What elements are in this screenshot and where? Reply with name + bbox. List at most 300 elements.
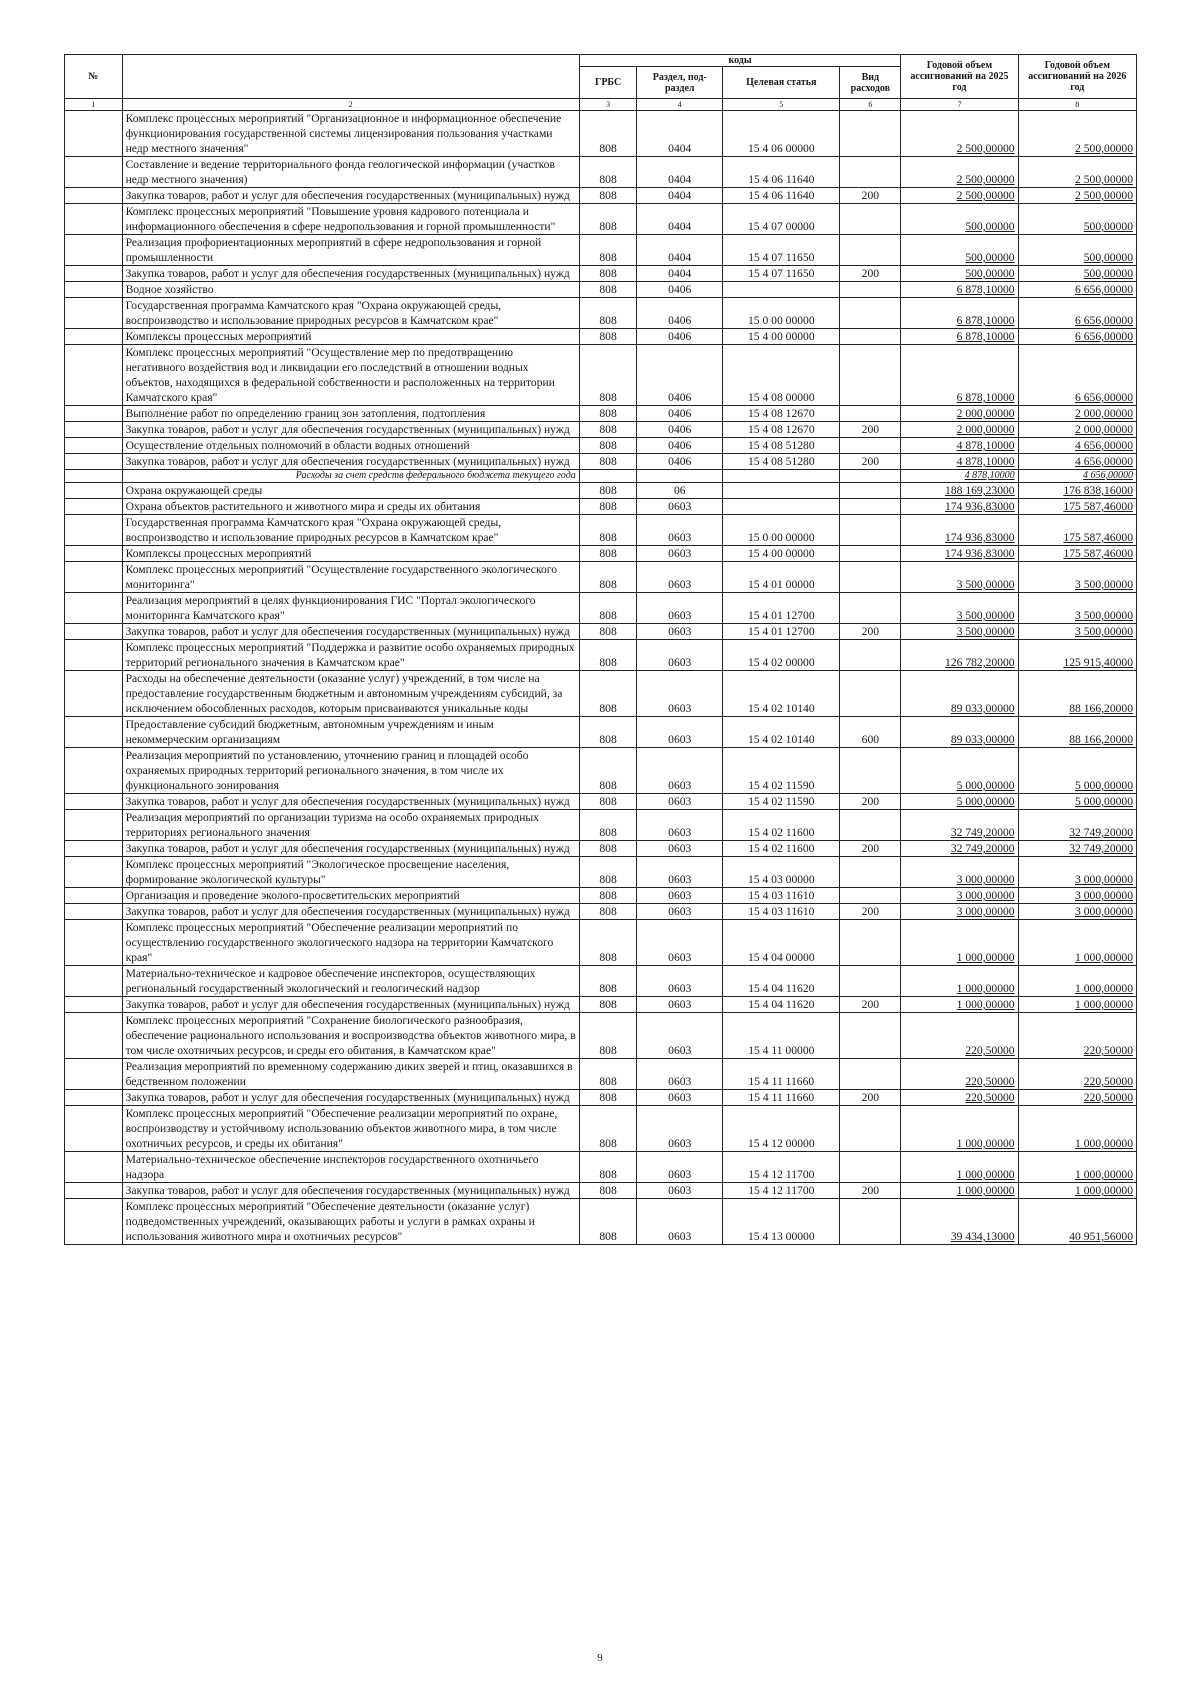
row-expense-type-cell	[840, 235, 901, 266]
amount-value: 3 000,00000	[1075, 873, 1133, 886]
row-vol-2025-cell	[901, 422, 1018, 438]
col-number: 4	[637, 99, 723, 111]
row-vol-2026-cell	[1018, 888, 1136, 904]
row-name-cell: Закупка товаров, работ и услуг для обеспечения государственных (муниципальных) нужд	[122, 904, 579, 920]
amount-value: 3 500,00000	[1075, 578, 1133, 591]
table-row	[65, 857, 1137, 888]
row-expense-type-cell	[840, 857, 901, 888]
row-vol-2025-cell	[901, 841, 1018, 857]
row-name-cell: Комплекс процессных мероприятий "Экологическое просвещение населения, формирование экологической культуры"	[122, 857, 579, 888]
row-target-cell: 15 4 04 00000	[723, 920, 840, 966]
amount-value: 6 656,00000	[1075, 391, 1133, 404]
row-name-cell: Закупка товаров, работ и услуг для обеспечения государственных (муниципальных) нужд	[122, 1090, 579, 1106]
row-vol-2026-cell	[1018, 1013, 1136, 1059]
amount-value: 6 878,10000	[956, 283, 1015, 296]
amount-value: 3 000,00000	[956, 905, 1015, 918]
amount-value: 6 878,10000	[956, 330, 1015, 343]
row-vol-2025-cell	[901, 438, 1018, 454]
table-row	[65, 888, 1137, 904]
row-number-cell	[65, 157, 123, 188]
table-row	[65, 329, 1137, 345]
amount-value: 1 000,00000	[1075, 1137, 1133, 1150]
amount-value: 3 500,00000	[956, 609, 1015, 622]
row-number-cell	[65, 499, 123, 515]
amount-value: 220,50000	[965, 1044, 1015, 1057]
amount-value: 4 878,10000	[956, 439, 1015, 452]
row-number-cell	[65, 1106, 123, 1152]
row-expense-type-cell	[840, 888, 901, 904]
row-section-cell: 0603	[637, 562, 723, 593]
col-number: 7	[901, 99, 1018, 111]
amount-value: 500,00000	[1083, 220, 1133, 233]
row-vol-2025-cell	[901, 640, 1018, 671]
amount-value: 2 500,00000	[956, 173, 1015, 186]
row-vol-2026-cell	[1018, 794, 1136, 810]
row-name-cell: Расходы на обеспечение деятельности (оказание услуг) учреждений, в том числе на предоставление государственным бюджетным и автономным учреждениям субсидий, за исключением обособленных расходов, которым присваиваются уникальные коды	[122, 671, 579, 717]
amount-value: 500,00000	[1083, 251, 1133, 264]
table-row	[65, 1183, 1137, 1199]
amount-value: 2 000,00000	[956, 407, 1015, 420]
row-grbs-cell: 808	[579, 1013, 637, 1059]
amount-value: 32 749,20000	[950, 842, 1015, 855]
row-grbs-cell: 808	[579, 1090, 637, 1106]
row-expense-type-cell: 200	[840, 794, 901, 810]
table-row	[65, 157, 1137, 188]
row-grbs-cell: 808	[579, 920, 637, 966]
table-row	[65, 345, 1137, 406]
row-vol-2025-cell	[901, 717, 1018, 748]
row-name-cell: Реализация мероприятий по временному содержанию диких зверей и птиц, оказавшихся в бедственном положении	[122, 1059, 579, 1090]
table-row	[65, 1152, 1137, 1183]
row-name-cell: Комплекс процессных мероприятий "Обеспечение реализации мероприятий по осуществлению государственного экологического надзора на территории Камчатского края"	[122, 920, 579, 966]
row-target-cell: 15 4 06 11640	[723, 188, 840, 204]
row-section-cell: 0603	[637, 888, 723, 904]
row-section-cell: 0404	[637, 235, 723, 266]
row-grbs-cell: 808	[579, 204, 637, 235]
header-expense-type: Вид расходов	[840, 67, 901, 99]
row-name-cell: Комплекс процессных мероприятий "Повышение уровня кадрового потенциала и информационного обеспечения в сфере недропользования и горной промышленности"	[122, 204, 579, 235]
row-vol-2026-cell	[1018, 438, 1136, 454]
row-name-cell: Реализация мероприятий по установлению, уточнению границ и площадей особо охраняемых природных территорий регионального значения, в том числе их функционального зонирования	[122, 748, 579, 794]
row-section-cell: 0603	[637, 966, 723, 997]
row-vol-2025-cell	[901, 188, 1018, 204]
col-number: 2	[122, 99, 579, 111]
row-vol-2026-cell	[1018, 904, 1136, 920]
row-number-cell	[65, 920, 123, 966]
table-row	[65, 298, 1137, 329]
table-row	[65, 266, 1137, 282]
row-vol-2025-cell	[901, 1013, 1018, 1059]
table-row	[65, 748, 1137, 794]
row-expense-type-cell	[840, 1013, 901, 1059]
row-vol-2025-cell	[901, 266, 1018, 282]
row-section-cell: 0603	[637, 593, 723, 624]
row-expense-type-cell	[840, 282, 901, 298]
row-name-cell: Комплексы процессных мероприятий	[122, 546, 579, 562]
row-target-cell: 15 4 08 12670	[723, 406, 840, 422]
row-name-cell: Комплекс процессных мероприятий "Осуществление государственного экологического мониторинга"	[122, 562, 579, 593]
row-number-cell	[65, 1152, 123, 1183]
amount-value: 4 656,00000	[1075, 439, 1133, 452]
row-name-cell: Предоставление субсидий бюджетным, автономным учреждениям и иным некоммерческим организациям	[122, 717, 579, 748]
amount-value: 3 000,00000	[956, 873, 1015, 886]
row-vol-2025-cell	[901, 562, 1018, 593]
row-expense-type-cell: 200	[840, 188, 901, 204]
row-expense-type-cell	[840, 406, 901, 422]
row-vol-2025-cell	[901, 454, 1018, 470]
row-target-cell	[723, 499, 840, 515]
row-name-cell: Выполнение работ по определению границ зон затопления, подтопления	[122, 406, 579, 422]
row-vol-2026-cell	[1018, 966, 1136, 997]
row-expense-type-cell: 200	[840, 624, 901, 640]
table-row	[65, 794, 1137, 810]
table-row	[65, 422, 1137, 438]
header-codes: коды	[579, 55, 901, 67]
amount-value: 32 749,20000	[1069, 842, 1133, 855]
amount-value: 4 878,10000	[956, 455, 1015, 468]
amount-value: 174 936,83000	[945, 500, 1015, 513]
amount-value: 126 782,20000	[945, 656, 1015, 669]
amount-value: 6 656,00000	[1075, 330, 1133, 343]
row-name-cell: Закупка товаров, работ и услуг для обеспечения государственных (муниципальных) нужд	[122, 188, 579, 204]
row-grbs-cell: 808	[579, 640, 637, 671]
table-row	[65, 920, 1137, 966]
row-name-cell: Закупка товаров, работ и услуг для обеспечения государственных (муниципальных) нужд	[122, 997, 579, 1013]
amount-value: 1 000,00000	[1075, 998, 1133, 1011]
row-vol-2025-cell	[901, 1090, 1018, 1106]
row-target-cell: 15 4 01 12700	[723, 593, 840, 624]
row-target-cell: 15 4 02 00000	[723, 640, 840, 671]
row-grbs-cell: 808	[579, 298, 637, 329]
table-row	[65, 1106, 1137, 1152]
table-row	[65, 562, 1137, 593]
row-target-cell: 15 0 00 00000	[723, 298, 840, 329]
table-row	[65, 282, 1137, 298]
table-row	[65, 593, 1137, 624]
row-vol-2026-cell	[1018, 470, 1136, 483]
row-vol-2025-cell	[901, 1199, 1018, 1245]
row-number-cell	[65, 888, 123, 904]
table-row	[65, 454, 1137, 470]
row-section-cell	[637, 470, 723, 483]
row-name-cell: Комплекс процессных мероприятий "Обеспечение деятельности (оказание услуг) подведомственных учреждений, оказывающих работы и услуги в рамках охраны и использования животного мира и охотничьих ресурсов"	[122, 1199, 579, 1245]
row-section-cell: 0603	[637, 997, 723, 1013]
row-vol-2025-cell	[901, 888, 1018, 904]
amount-value: 500,00000	[965, 220, 1015, 233]
row-section-cell: 0603	[637, 546, 723, 562]
amount-value: 1 000,00000	[1075, 1184, 1133, 1197]
row-target-cell: 15 4 07 11650	[723, 266, 840, 282]
table-row	[65, 188, 1137, 204]
table-row	[65, 640, 1137, 671]
row-vol-2026-cell	[1018, 1152, 1136, 1183]
row-vol-2025-cell	[901, 904, 1018, 920]
row-vol-2026-cell	[1018, 282, 1136, 298]
row-vol-2025-cell	[901, 671, 1018, 717]
row-vol-2026-cell	[1018, 483, 1136, 499]
row-vol-2025-cell	[901, 920, 1018, 966]
row-name-cell: Комплексы процессных мероприятий	[122, 329, 579, 345]
row-grbs-cell: 808	[579, 422, 637, 438]
amount-value: 3 500,00000	[956, 578, 1015, 591]
row-vol-2025-cell	[901, 624, 1018, 640]
row-number-cell	[65, 111, 123, 157]
page-number: 9	[597, 1652, 603, 1664]
row-expense-type-cell	[840, 1199, 901, 1245]
table-row	[65, 717, 1137, 748]
row-vol-2026-cell	[1018, 640, 1136, 671]
row-section-cell: 0406	[637, 282, 723, 298]
row-number-cell	[65, 1059, 123, 1090]
row-grbs-cell: 808	[579, 997, 637, 1013]
row-target-cell: 15 4 02 10140	[723, 717, 840, 748]
table-row	[65, 204, 1137, 235]
row-vol-2025-cell	[901, 794, 1018, 810]
row-number-cell	[65, 470, 123, 483]
row-number-cell	[65, 794, 123, 810]
table-row	[65, 515, 1137, 546]
amount-value: 220,50000	[965, 1075, 1015, 1088]
row-number-cell	[65, 593, 123, 624]
amount-value: 5 000,00000	[956, 795, 1015, 808]
row-expense-type-cell: 200	[840, 904, 901, 920]
row-number-cell	[65, 345, 123, 406]
row-name-cell: Расходы за счет средств федерального бюджета текущего года	[122, 470, 579, 483]
amount-value: 1 000,00000	[956, 998, 1015, 1011]
row-grbs-cell: 808	[579, 282, 637, 298]
row-expense-type-cell	[840, 671, 901, 717]
row-section-cell: 0603	[637, 515, 723, 546]
row-expense-type-cell: 200	[840, 841, 901, 857]
row-target-cell	[723, 470, 840, 483]
amount-value: 3 500,00000	[1075, 609, 1133, 622]
row-grbs-cell: 808	[579, 266, 637, 282]
row-vol-2025-cell	[901, 515, 1018, 546]
row-section-cell: 0406	[637, 345, 723, 406]
table-row	[65, 1059, 1137, 1090]
row-vol-2025-cell	[901, 1059, 1018, 1090]
row-name-cell: Закупка товаров, работ и услуг для обеспечения государственных (муниципальных) нужд	[122, 454, 579, 470]
amount-value: 89 033,00000	[950, 702, 1015, 715]
row-vol-2026-cell	[1018, 717, 1136, 748]
table-row	[65, 406, 1137, 422]
row-number-cell	[65, 515, 123, 546]
row-target-cell: 15 4 00 00000	[723, 546, 840, 562]
amount-value: 188 169,23000	[945, 484, 1015, 497]
row-expense-type-cell	[840, 546, 901, 562]
row-name-cell: Закупка товаров, работ и услуг для обеспечения государственных (муниципальных) нужд	[122, 794, 579, 810]
row-grbs-cell: 808	[579, 157, 637, 188]
row-section-cell: 0603	[637, 904, 723, 920]
row-grbs-cell: 808	[579, 546, 637, 562]
row-grbs-cell: 808	[579, 329, 637, 345]
amount-value: 88 166,20000	[1069, 702, 1133, 715]
row-section-cell: 0406	[637, 422, 723, 438]
row-target-cell: 15 4 06 00000	[723, 111, 840, 157]
amount-value: 32 749,20000	[950, 826, 1015, 839]
row-name-cell: Реализация мероприятий в целях функционирования ГИС "Портал экологического мониторинга Камчатского края"	[122, 593, 579, 624]
row-name-cell: Реализация мероприятий по организации туризма на особо охраняемых природных территориях регионального значения	[122, 810, 579, 841]
table-row	[65, 966, 1137, 997]
row-number-cell	[65, 266, 123, 282]
row-vol-2026-cell	[1018, 593, 1136, 624]
row-number-cell	[65, 997, 123, 1013]
row-vol-2026-cell	[1018, 406, 1136, 422]
table-row	[65, 1199, 1137, 1245]
header-vol-2025: Годовой объем ассигнований на 2025 год	[901, 55, 1018, 99]
row-expense-type-cell	[840, 593, 901, 624]
row-vol-2025-cell	[901, 406, 1018, 422]
row-expense-type-cell	[840, 515, 901, 546]
amount-value: 175 587,46000	[1063, 547, 1133, 560]
row-grbs-cell: 808	[579, 406, 637, 422]
row-expense-type-cell	[840, 1106, 901, 1152]
row-section-cell: 0603	[637, 810, 723, 841]
amount-value: 6 656,00000	[1075, 314, 1133, 327]
amount-value: 1 000,00000	[1075, 1168, 1133, 1181]
row-vol-2025-cell	[901, 282, 1018, 298]
row-target-cell: 15 4 03 00000	[723, 857, 840, 888]
amount-value: 89 033,00000	[950, 733, 1015, 746]
row-expense-type-cell: 600	[840, 717, 901, 748]
row-number-cell	[65, 454, 123, 470]
row-section-cell: 0603	[637, 671, 723, 717]
row-expense-type-cell	[840, 483, 901, 499]
row-name-cell: Комплекс процессных мероприятий "Сохранение биологического разнообразия, обеспечение рационального использования и воспроизводства объектов животного мира, в том числе охотничьих ресурсов, и среды его обитания, в Камчатском крае"	[122, 1013, 579, 1059]
row-expense-type-cell	[840, 329, 901, 345]
row-number-cell	[65, 483, 123, 499]
amount-value: 500,00000	[1083, 267, 1133, 280]
table-row	[65, 546, 1137, 562]
row-target-cell: 15 4 00 00000	[723, 329, 840, 345]
row-vol-2026-cell	[1018, 748, 1136, 794]
row-target-cell: 15 4 04 11620	[723, 966, 840, 997]
row-target-cell: 15 4 02 11600	[723, 841, 840, 857]
row-number-cell	[65, 562, 123, 593]
amount-value: 3 000,00000	[1075, 889, 1133, 902]
row-grbs-cell: 808	[579, 748, 637, 794]
row-vol-2026-cell	[1018, 997, 1136, 1013]
row-vol-2025-cell	[901, 157, 1018, 188]
row-grbs-cell: 808	[579, 966, 637, 997]
row-section-cell: 0406	[637, 454, 723, 470]
row-section-cell: 0603	[637, 841, 723, 857]
table-row	[65, 499, 1137, 515]
row-target-cell: 15 4 02 10140	[723, 671, 840, 717]
row-expense-type-cell	[840, 204, 901, 235]
row-number-cell	[65, 1013, 123, 1059]
header-section: Раздел, под-раздел	[637, 67, 723, 99]
header-grbs: ГРБС	[579, 67, 637, 99]
row-expense-type-cell	[840, 470, 901, 483]
row-name-cell: Реализация профориентационных мероприятий в сфере недропользования и горной промышленности	[122, 235, 579, 266]
row-number-cell	[65, 298, 123, 329]
table-row	[65, 438, 1137, 454]
row-grbs-cell: 808	[579, 454, 637, 470]
row-grbs-cell: 808	[579, 888, 637, 904]
table-row	[65, 997, 1137, 1013]
row-section-cell: 0404	[637, 204, 723, 235]
row-section-cell: 0406	[637, 438, 723, 454]
row-number-cell	[65, 438, 123, 454]
amount-value: 2 500,00000	[956, 142, 1015, 155]
row-target-cell: 15 4 03 11610	[723, 904, 840, 920]
row-grbs-cell: 808	[579, 593, 637, 624]
row-grbs-cell: 808	[579, 499, 637, 515]
row-vol-2026-cell	[1018, 235, 1136, 266]
row-name-cell: Комплекс процессных мероприятий "Поддержка и развитие особо охраняемых природных территорий регионального значения в Камчатском крае"	[122, 640, 579, 671]
row-name-cell: Закупка товаров, работ и услуг для обеспечения государственных (муниципальных) нужд	[122, 841, 579, 857]
row-section-cell: 0603	[637, 640, 723, 671]
row-vol-2025-cell	[901, 593, 1018, 624]
row-vol-2026-cell	[1018, 499, 1136, 515]
row-expense-type-cell	[840, 920, 901, 966]
row-vol-2026-cell	[1018, 188, 1136, 204]
row-expense-type-cell	[840, 748, 901, 794]
amount-value: 2 000,00000	[1075, 423, 1133, 436]
table-row	[65, 624, 1137, 640]
row-number-cell	[65, 966, 123, 997]
amount-value: 2 500,00000	[1075, 173, 1133, 186]
row-vol-2026-cell	[1018, 1183, 1136, 1199]
row-target-cell	[723, 483, 840, 499]
row-vol-2025-cell	[901, 748, 1018, 794]
row-vol-2026-cell	[1018, 1199, 1136, 1245]
row-vol-2026-cell	[1018, 562, 1136, 593]
row-section-cell: 0404	[637, 157, 723, 188]
amount-value: 88 166,20000	[1069, 733, 1133, 746]
row-vol-2025-cell	[901, 499, 1018, 515]
row-vol-2026-cell	[1018, 454, 1136, 470]
row-number-cell	[65, 1199, 123, 1245]
row-number-cell	[65, 406, 123, 422]
row-vol-2025-cell	[901, 857, 1018, 888]
row-grbs-cell: 808	[579, 671, 637, 717]
col-number: 6	[840, 99, 901, 111]
row-section-cell: 0603	[637, 624, 723, 640]
amount-value: 6 878,10000	[956, 314, 1015, 327]
row-section-cell: 0603	[637, 1090, 723, 1106]
amount-value: 2 500,00000	[1075, 142, 1133, 155]
row-expense-type-cell: 200	[840, 997, 901, 1013]
row-number-cell	[65, 204, 123, 235]
row-grbs-cell: 808	[579, 1106, 637, 1152]
row-target-cell: 15 4 08 00000	[723, 345, 840, 406]
row-name-cell: Государственная программа Камчатского края "Охрана окружающей среды, воспроизводство и использование природных ресурсов в Камчатском крае"	[122, 515, 579, 546]
row-grbs-cell: 808	[579, 438, 637, 454]
header-name	[122, 55, 579, 99]
row-target-cell: 15 4 08 51280	[723, 438, 840, 454]
budget-table	[64, 54, 1137, 1245]
row-section-cell: 0603	[637, 1059, 723, 1090]
table-body	[65, 111, 1137, 1245]
amount-value: 6 656,00000	[1075, 283, 1133, 296]
amount-value: 6 878,10000	[956, 391, 1015, 404]
row-expense-type-cell	[840, 438, 901, 454]
row-name-cell: Водное хозяйство	[122, 282, 579, 298]
row-vol-2026-cell	[1018, 345, 1136, 406]
row-number-cell	[65, 717, 123, 748]
row-grbs-cell: 808	[579, 562, 637, 593]
row-section-cell: 0603	[637, 1183, 723, 1199]
row-expense-type-cell: 200	[840, 1090, 901, 1106]
row-target-cell: 15 4 02 11590	[723, 748, 840, 794]
row-target-cell: 15 4 06 11640	[723, 157, 840, 188]
row-section-cell: 0404	[637, 266, 723, 282]
row-vol-2026-cell	[1018, 329, 1136, 345]
row-grbs-cell: 808	[579, 1059, 637, 1090]
row-target-cell: 15 4 01 12700	[723, 624, 840, 640]
